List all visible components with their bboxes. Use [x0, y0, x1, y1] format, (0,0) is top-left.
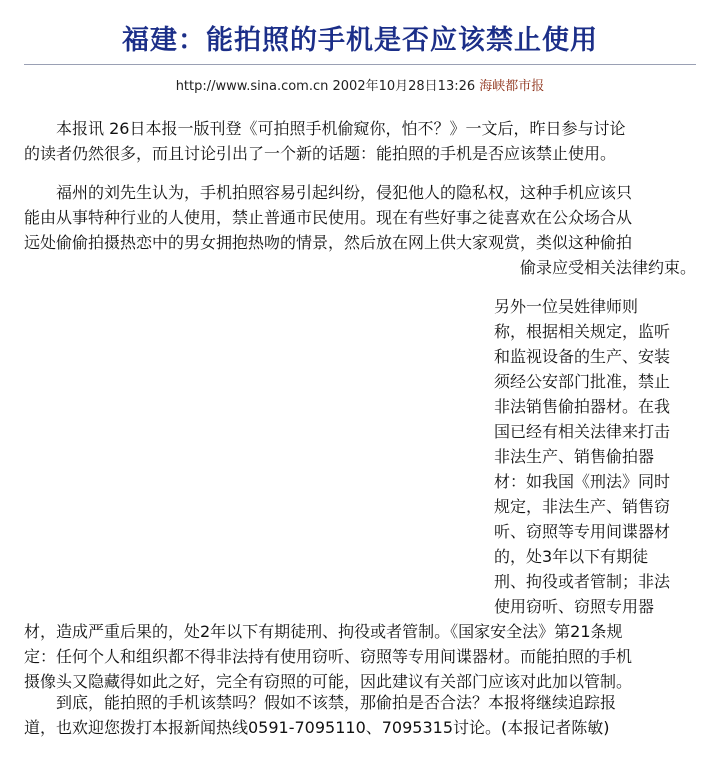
text-line: 听、窃照等专用间谍器材	[494, 522, 671, 541]
text-line: 须经公安部门批准，禁止	[494, 372, 671, 391]
text-line: 和监视设备的生产、安装	[494, 347, 671, 366]
text-line: 远处偷偷拍摄热恋中的男女拥抱热吻的情景，然后放在网上供大家观赏，类似这种偷拍	[24, 233, 633, 252]
meta-source-link[interactable]: 海峡都市报	[479, 79, 545, 94]
paragraph-3	[24, 294, 696, 694]
article-meta	[0, 75, 720, 94]
text-line: 能由从事特种行业的人使用，禁止普通市民使用。现在有些好事之徒喜欢在公众场合从	[24, 208, 633, 227]
paragraph-1	[24, 116, 696, 166]
text-line: 本报讯 26日本报一版刊登《可拍照手机偷窥你，怕不？》一文后，昨日参与讨论	[56, 119, 626, 138]
title-divider	[24, 64, 696, 65]
text-line: 的，处3年以下有期徒	[494, 547, 649, 566]
text-line: 刑、拘役或者管制；非法	[494, 572, 671, 591]
meta-url: http://www.sina.com.cn	[175, 79, 329, 94]
text-line: 非法生产、销售偷拍器	[494, 447, 655, 466]
text-line: 到底，能拍照的手机该禁吗？假如不该禁，那偷拍是否合法？本报将继续追踪报	[56, 693, 617, 712]
text-line: 福州的刘先生认为，手机拍照容易引起纠纷，侵犯他人的隐私权，这种手机应该只	[56, 183, 633, 202]
text-line: 非法销售偷拍器材。在我	[494, 397, 671, 416]
text-line: 材，造成严重后果的，处2年以下有期徒刑、拘役或者管制。《国家安全法》第21条规	[24, 622, 623, 641]
text-line: 另外一位吴姓律师则	[494, 297, 639, 316]
text-line: 规定，非法生产、销售窃	[494, 497, 671, 516]
text-line: 使用窃听、窃照专用器	[494, 597, 655, 616]
text-line: 偷录应受相关法律约束。	[519, 258, 696, 277]
text-line: 国已经有相关法律来打击	[494, 422, 671, 441]
paragraph-2	[24, 180, 696, 280]
text-line: 道，也欢迎您拨打本报新闻热线0591-7095110、7095315讨论。(本报记者陈敏)	[24, 718, 610, 737]
text-line: 材：如我国《刑法》同时	[494, 472, 671, 491]
text-line: 的读者仍然很多，而且讨论引出了一个新的话题：能拍照的手机是否应该禁止使用。	[24, 144, 617, 163]
text-line: 定：任何个人和组织都不得非法持有使用窃听、窃照等专用间谍器材。而能拍照的手机	[24, 647, 633, 666]
text-line: 称，根据相关规定，监听	[494, 322, 671, 341]
paragraph-4	[24, 690, 696, 740]
text-line: 摄像头又隐藏得如此之好，完全有窃照的可能，因此建议有关部门应该对此加以管制。	[24, 672, 633, 691]
meta-date: 2002年10月28日13:26	[332, 79, 476, 94]
article-title: 福建：能拍照的手机是否应该禁止使用	[122, 25, 598, 56]
